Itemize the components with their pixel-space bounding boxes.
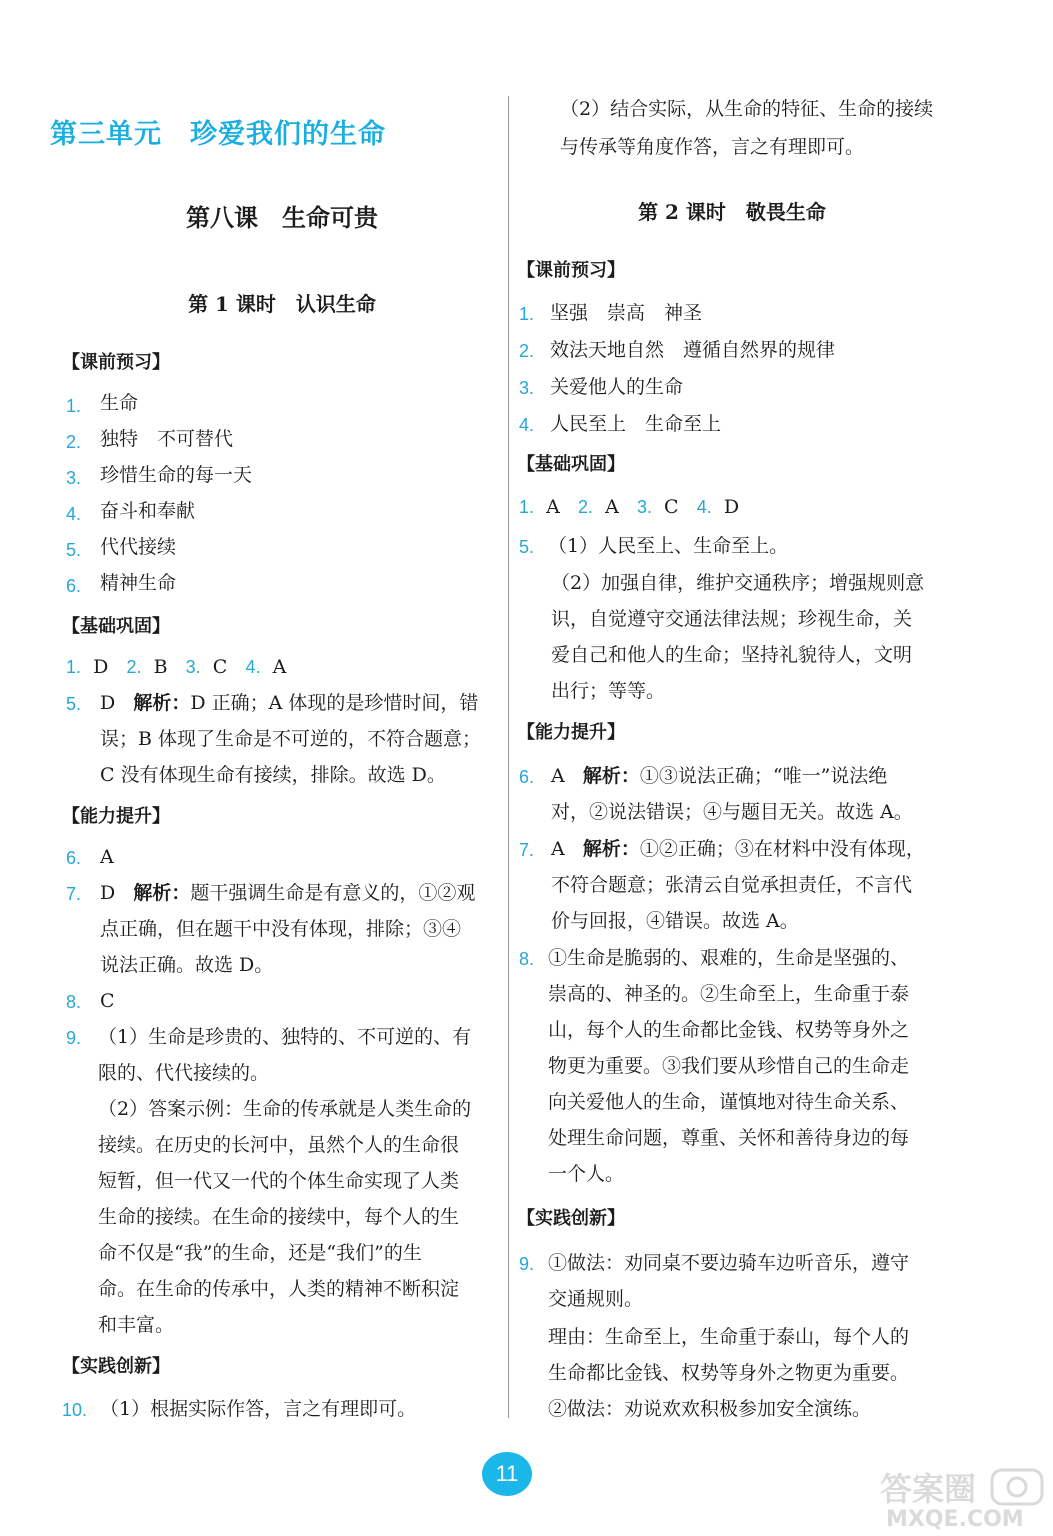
item-number: 4. — [66, 504, 82, 524]
choice-answer: A — [272, 656, 287, 678]
choice-answer: C — [664, 496, 679, 518]
analysis-text: D 正确；A 体现的是珍惜时间，错 — [190, 692, 479, 714]
section-header-preview: 【课前预习】 — [517, 260, 625, 281]
answer-text: 识，自觉遵守交通法律法规；珍视生命，关 — [551, 608, 913, 630]
answer-text: 代代接续 — [100, 536, 177, 558]
analysis-label: 解析： — [582, 765, 640, 787]
section-header-practice: 【实践创新】 — [62, 1356, 170, 1377]
answer-text: 人民至上 生命至上 — [550, 413, 722, 435]
choice-answer: D — [93, 656, 109, 678]
choice-answer: B — [153, 656, 168, 678]
analysis-text: 点正确，但在题干中没有体现，排除；③④ — [100, 918, 462, 940]
item-number: 8. — [519, 949, 535, 969]
answer-text: 和丰富。 — [98, 1314, 175, 1336]
answer-line — [100, 884, 475, 903]
answer-text: 生命的接续。在生命的接续中，每个人的生 — [98, 1206, 460, 1228]
item-number: 3. — [636, 497, 652, 517]
answer-text: 与传承等角度作答，言之有理即可。 — [560, 136, 865, 158]
answer-text: 出行；等等。 — [551, 680, 666, 702]
answer-text: 命不仅是“我”的生命，还是“我们”的生 — [98, 1242, 422, 1264]
item-number: 4. — [519, 415, 535, 435]
answer-text: 物更为重要。③我们要从珍惜自己的生命走 — [548, 1055, 910, 1077]
choice-answer: D — [100, 692, 116, 714]
answer-line — [100, 694, 478, 713]
item-number: 6. — [66, 848, 82, 868]
analysis-text: C 没有体现生命有接续，排除。故选 D。 — [100, 764, 446, 786]
item-number: 8. — [66, 992, 82, 1012]
analysis-label: 解析： — [133, 692, 191, 714]
answer-text: 向关爱他人的生命，谨慎地对待生命关系、 — [548, 1091, 910, 1113]
item-number: 1. — [66, 657, 82, 677]
answer-text: 山，每个人的生命都比金钱、权势等身外之 — [548, 1019, 910, 1041]
answer-text: 独特 不可替代 — [100, 428, 234, 450]
answer-text: ②做法：劝说欢欢积极参加安全演练。 — [548, 1398, 872, 1420]
answer-text: （1）人民至上、生命至上。 — [548, 535, 789, 557]
section-header-practice: 【实践创新】 — [517, 1208, 625, 1229]
answer-text: 精神生命 — [100, 572, 177, 594]
item-number: 7. — [66, 884, 82, 904]
watermark-text: 答案圈 — [880, 1470, 977, 1508]
analysis-text: ①②正确；③在材料中没有体现， — [639, 838, 925, 860]
answer-text: 短暂，但一代又一代的个体生命实现了人类 — [98, 1170, 460, 1192]
answer-text: 一个人。 — [548, 1163, 625, 1185]
section-header-ability: 【能力提升】 — [62, 806, 170, 827]
item-number: 5. — [519, 537, 535, 557]
answer-text: 生命都比金钱、权势等身外之物更为重要。 — [548, 1362, 910, 1384]
lesson-title: 第八课 生命可贵 — [186, 203, 378, 232]
answer-text: 接续。在历史的长河中，虽然个人的生命很 — [98, 1134, 460, 1156]
choice-answer: C — [212, 656, 228, 678]
analysis-text: 对，②说法错误；④与题目无关。故选 A。 — [551, 801, 913, 823]
answer-text: （2）答案示例：生命的传承就是人类生命的 — [98, 1098, 472, 1120]
analysis-text: 误；B 体现了生命是不可逆的，不符合题意； — [100, 728, 482, 750]
choice-answer: A — [605, 496, 619, 518]
item-number: 7. — [519, 840, 535, 860]
answer-text: 崇高的、神圣的。②生命至上，生命重于泰 — [548, 983, 910, 1005]
answer-text: 珍惜生命的每一天 — [100, 464, 253, 486]
answer-line — [551, 840, 925, 859]
answer-text: ①做法：劝同桌不要边骑车边听音乐，遵守 — [548, 1252, 910, 1274]
item-number: 3. — [519, 378, 535, 398]
answer-text: （2）加强自律，维护交通秩序；增强规则意 — [551, 572, 925, 594]
item-number: 1. — [519, 497, 535, 517]
choice-answer: C — [100, 990, 115, 1012]
answer-text: （2）结合实际，从生命的特征、生命的接续 — [560, 98, 934, 120]
column-divider — [508, 96, 509, 1418]
answer-text: 效法天地自然 遵循自然界的规律 — [550, 339, 836, 361]
answer-text: 限的、代代接续的。 — [98, 1062, 270, 1084]
unit-title: 第三单元 珍爱我们的生命 — [50, 119, 386, 150]
choice-answer: A — [551, 838, 565, 860]
analysis-text: 价与回报，④错误。故选 A。 — [551, 910, 799, 932]
period-title-left: 第 1 课时 认识生命 — [188, 292, 376, 316]
analysis-text: ①③说法正确；“唯一”说法绝 — [639, 765, 888, 787]
item-number: 2. — [577, 497, 593, 517]
page-number: 11 — [482, 1452, 532, 1496]
analysis-label: 解析： — [133, 882, 191, 904]
item-number: 4. — [696, 497, 712, 517]
answer-text: 命。在生命的传承中，人类的精神不断积淀 — [98, 1278, 460, 1300]
basic-answers-row — [519, 498, 739, 517]
item-number: 1. — [66, 396, 82, 416]
item-number: 2. — [66, 432, 82, 452]
answer-text: 爱自己和他人的生命；坚持礼貌待人，文明 — [551, 644, 913, 666]
analysis-text: 题干强调生命是有意义的，①②观 — [190, 882, 476, 904]
choice-answer: D — [100, 882, 116, 904]
choice-answer: A — [551, 765, 565, 787]
answer-text: 坚强 崇高 神圣 — [550, 302, 703, 324]
analysis-text: 不符合题意；张清云自觉承担责任，不言代 — [551, 874, 913, 896]
answer-text: （1）根据实际作答，言之有理即可。 — [100, 1398, 417, 1420]
item-number: 9. — [519, 1254, 535, 1274]
answer-text: 交通规则。 — [548, 1288, 644, 1310]
item-number: 5. — [66, 540, 82, 560]
answer-line — [551, 767, 887, 786]
section-header-basic: 【基础巩固】 — [517, 454, 625, 475]
answer-text: 处理生命问题，尊重、关怀和善待身边的每 — [548, 1127, 910, 1149]
section-header-preview: 【课前预习】 — [62, 352, 170, 373]
period-title-right: 第 2 课时 敬畏生命 — [638, 200, 826, 224]
choice-answer: D — [723, 496, 740, 518]
item-number: 2. — [519, 341, 535, 361]
item-number: 10. — [62, 1400, 88, 1420]
item-number: 6. — [519, 767, 535, 787]
answer-text: 奋斗和奉献 — [100, 500, 196, 522]
watermark-url: MXQE.COM — [886, 1507, 1024, 1530]
choice-answer: A — [546, 496, 560, 518]
analysis-label: 解析： — [582, 838, 640, 860]
answer-text: 关爱他人的生命 — [550, 376, 684, 398]
section-header-ability: 【能力提升】 — [517, 722, 625, 743]
item-number: 9. — [66, 1028, 82, 1048]
watermark-logo — [872, 1466, 1050, 1530]
item-number: 3. — [66, 468, 82, 488]
answer-text: 理由：生命至上，生命重于泰山，每个人的 — [548, 1326, 910, 1348]
item-number: 6. — [66, 576, 82, 596]
analysis-text: 说法正确。故选 D。 — [100, 954, 274, 976]
section-header-basic: 【基础巩固】 — [62, 616, 170, 637]
choice-answer: A — [100, 846, 114, 868]
item-number: 1. — [519, 304, 535, 324]
item-number: 3. — [185, 657, 201, 677]
basic-answers-row — [66, 658, 286, 677]
answer-text: 生命 — [100, 392, 139, 414]
item-number: 2. — [126, 657, 142, 677]
answer-text: ①生命是脆弱的、艰难的，生命是坚强的、 — [548, 947, 910, 969]
answer-text: （1）生命是珍贵的、独特的、不可逆的、有 — [98, 1026, 472, 1048]
item-number: 4. — [245, 657, 261, 677]
item-number: 5. — [66, 694, 82, 714]
